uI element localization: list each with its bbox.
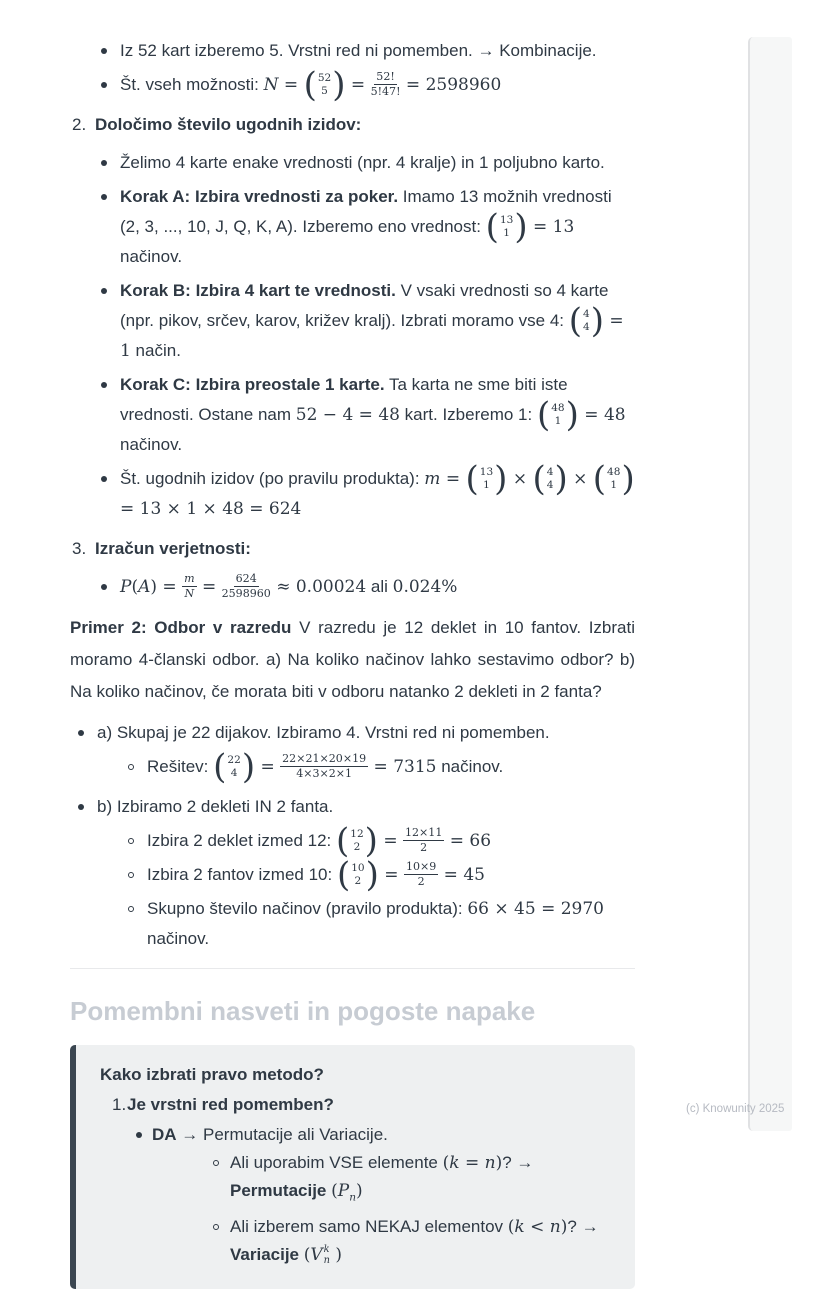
bullet-icon xyxy=(101,160,107,166)
numbered-item-text xyxy=(95,539,251,558)
bullet-icon xyxy=(101,288,107,294)
circle-bullet-icon xyxy=(128,838,134,844)
math-text: = xyxy=(459,1153,485,1173)
math-text: ( xyxy=(331,1181,338,1201)
bullet-icon xyxy=(136,1132,142,1138)
circle-bullet-icon xyxy=(213,1224,219,1230)
list-item xyxy=(70,718,635,787)
document-content xyxy=(70,36,635,1289)
math-text: = xyxy=(278,75,304,95)
math-text: 0.024% xyxy=(392,577,458,597)
bullet-list xyxy=(70,148,635,524)
watermark: (c) Knowunity 2025 xyxy=(686,1103,785,1115)
bullet-icon xyxy=(101,194,107,200)
math-text: × xyxy=(507,469,533,489)
math-text: = xyxy=(196,577,222,597)
list-item xyxy=(100,1121,611,1269)
bullet-icon xyxy=(101,82,107,88)
math-text: ) xyxy=(560,1217,568,1238)
list-item-text: Korak A: Izbira vrednosti za poker. Imamo 13 možnih vrednosti (2, 3, ..., 10, J, Q, K, A). Izberemo eno vrednost: ( 13 1 ) = 13 načinov. xyxy=(120,187,612,266)
list-item xyxy=(97,820,635,861)
math-text: ) xyxy=(330,1245,343,1266)
math-text: ( xyxy=(442,1153,450,1173)
math-variable: N xyxy=(263,75,279,95)
bold-text: DA xyxy=(152,1125,177,1144)
list-item-text: Skupno število načinov (pravilo produkta): 66 × 45 = 2970 načinov. xyxy=(147,899,604,948)
math-text: = 1 xyxy=(120,311,624,361)
bullet-icon xyxy=(101,584,107,590)
binomial-coefficient: ( 22 4 ) xyxy=(213,746,256,787)
bullet-icon xyxy=(101,382,107,388)
list-item xyxy=(97,746,635,787)
math-text: = xyxy=(345,75,371,95)
math-text: < xyxy=(524,1217,550,1238)
bold-text: Permutacije xyxy=(230,1181,327,1200)
math-text: = xyxy=(440,469,466,489)
bold-text: Korak B: Izbira 4 kart te vrednosti. xyxy=(120,281,396,300)
math-text: = 13 xyxy=(527,217,575,237)
list-item-text: Korak C: Izbira preostale 1 karte. Ta karta ne sme biti iste vrednosti. Ostane nam 52 − 4 = 48 kart. Izberemo 1: ( 48 1 ) = 48 načinov. xyxy=(120,375,626,454)
list-item-text: Ali izberem samo NEKAJ elementov (k < n)? → Variacije (V k n ) xyxy=(230,1217,599,1266)
math-text: 66 × 45 = 2970 xyxy=(467,899,604,919)
item-number: 2. xyxy=(72,115,87,134)
math-variable: k xyxy=(514,1217,525,1238)
binomial-coefficient: ( 48 1 ) xyxy=(536,394,579,435)
list-item xyxy=(70,792,635,954)
binomial-coefficient: ( 52 5 ) xyxy=(303,64,346,105)
bullet-list xyxy=(97,820,635,954)
circle-bullet-icon xyxy=(128,872,134,878)
math-text: = 48 xyxy=(578,405,626,425)
numbered-item xyxy=(70,534,635,564)
list-item xyxy=(70,458,635,524)
math-symbol-subscript: $P_n$ xyxy=(337,1181,357,1204)
list-item-text: Rešitev: ( 22 4 ) = $\frac{22\times 21\times 20\times 19}{4\times 3\times 2\times 1}$ = 7315 načinov. xyxy=(147,746,504,787)
numbered-item xyxy=(70,110,635,140)
list-item-text: DA → Permutacije ali Variacije. xyxy=(152,1125,388,1144)
document-blocks xyxy=(70,36,635,1289)
fraction: $\frac{22\times 21\times 20\times 19}{4\times 3\times 2\times 1}$ xyxy=(282,752,367,781)
bullet-icon xyxy=(78,730,84,736)
bold-text: Korak A: Izbira vrednosti za poker. xyxy=(120,187,399,206)
list-item xyxy=(70,182,635,272)
list-item-text: Št. ugodnih izidov (po pravilu produkta): m = ( 13 1 ) × ( 4 4 ) × ( 48 1 ) = 13 × 1 × 48 = 624 xyxy=(120,458,635,519)
bold-text: Je vrstni red pomemben? xyxy=(127,1095,334,1114)
binomial-coefficient: ( 48 1 ) xyxy=(592,458,635,499)
math-text: = xyxy=(377,831,403,851)
math-variable: n xyxy=(549,1217,561,1238)
bold-text: Primer 2: Odbor v razredu xyxy=(70,618,292,637)
list-item-text: Izbira 2 deklet izmed 12: ( 12 2 ) = $\frac{12\times 11}{2}$ = 66 xyxy=(147,820,492,861)
math-text: = 13 × 1 × 48 = 624 xyxy=(120,499,302,519)
bullet-list xyxy=(70,572,635,602)
math-variable: m xyxy=(424,469,441,489)
list-item-text: Iz 52 kart izberemo 5. Vrstni red ni pomemben. → Kombinacije. xyxy=(120,41,597,60)
binomial-coefficient: ( 13 1 ) xyxy=(485,206,528,247)
bullet-icon xyxy=(101,48,107,54)
math-symbol-supersubscript: V k n xyxy=(310,1244,331,1266)
bold-text: Variacije xyxy=(230,1245,300,1265)
bold-text: Določimo število ugodnih izidov: xyxy=(95,115,362,134)
math-variable: n xyxy=(484,1153,496,1173)
fraction: $\frac{52!}{5!47!}$ xyxy=(370,70,401,99)
bullet-icon xyxy=(78,804,84,810)
math-text: 52 − 4 = 48 xyxy=(295,405,400,425)
math-text: ≈ 0.00024 xyxy=(270,577,367,597)
fraction: $\frac{624}{2598960}$ xyxy=(221,572,271,601)
list-item-text: P(A) = $\frac{m}{N}$ = $\frac{624}{2598960}$ ≈ 0.00024 ali 0.024% xyxy=(120,572,458,601)
math-text: ( xyxy=(303,1245,311,1266)
bullet-list xyxy=(70,36,635,105)
list-item-text: Želimo 4 karte enake vrednosti (npr. 4 kralje) in 1 poljubno karto. xyxy=(120,153,605,172)
math-text: ) = xyxy=(150,577,183,597)
list-item xyxy=(97,894,635,954)
list-item xyxy=(70,36,635,66)
binomial-coefficient: ( 13 1 ) xyxy=(465,458,508,499)
list-item xyxy=(70,64,635,105)
numbered-item xyxy=(100,1091,611,1119)
list-item xyxy=(97,854,635,895)
numbered-item-text xyxy=(127,1095,334,1114)
bullet-list xyxy=(97,746,635,787)
math-text: ) xyxy=(356,1181,363,1201)
math-text: = xyxy=(378,865,404,885)
binomial-coefficient: ( 10 2 ) xyxy=(336,854,379,895)
list-item xyxy=(152,1213,611,1269)
binomial-coefficient: ( 4 4 ) xyxy=(532,458,568,499)
numbered-item-text xyxy=(95,115,361,134)
list-item xyxy=(70,276,635,366)
list-item-text: a) Skupaj je 22 dijakov. Izbiramo 4. Vrstni red ni pomemben. xyxy=(97,723,550,742)
list-item xyxy=(70,370,635,460)
next-page-edge xyxy=(748,37,792,1131)
math-text: = 7315 xyxy=(368,757,437,777)
math-text: ( xyxy=(131,577,139,597)
math-text: × xyxy=(567,469,593,489)
paragraph: Primer 2: Odbor v razredu V razredu je 12 deklet in 10 fantov. Izbrati moramo 4-članski odbor. a) Na koliko načinov lahko sestavimo odbor? b) Na koliko načinov, če morata biti v odboru natanko 2 dekleti in 2 fanta? xyxy=(70,618,636,701)
list-item xyxy=(70,148,635,178)
math-variable: P xyxy=(120,577,132,597)
callout-box xyxy=(70,1045,635,1289)
fraction: $\frac{12\times 11}{2}$ xyxy=(404,826,443,855)
list-item xyxy=(152,1149,611,1211)
circle-bullet-icon xyxy=(128,764,134,770)
bullet-list xyxy=(100,1121,611,1269)
circle-bullet-icon xyxy=(213,1160,219,1166)
binomial-coefficient: ( 4 4 ) xyxy=(568,300,604,341)
list-item xyxy=(70,572,635,602)
math-text: = 66 xyxy=(444,831,492,851)
bold-text: Korak C: Izbira preostale 1 karte. xyxy=(120,375,385,394)
bold-text: Kako izbrati pravo metodo? xyxy=(100,1065,324,1084)
math-variable: A xyxy=(138,577,151,597)
fraction: $\frac{m}{N}$ xyxy=(184,572,195,601)
math-text: ) xyxy=(495,1153,503,1173)
math-text: = 2598960 xyxy=(400,75,502,95)
circle-bullet-icon xyxy=(128,906,134,912)
paragraph xyxy=(100,1061,611,1089)
bullet-list xyxy=(152,1149,611,1269)
section-heading: Pomembni nasveti in pogoste napake xyxy=(70,996,536,1026)
section-divider xyxy=(70,968,635,969)
math-text: ( xyxy=(507,1217,515,1238)
fraction: $\frac{10\times 9}{2}$ xyxy=(405,860,437,889)
list-item-text: b) Izbiramo 2 dekleti IN 2 fanta. xyxy=(97,797,334,816)
math-variable: k xyxy=(449,1153,460,1173)
math-text: = 45 xyxy=(438,865,485,885)
item-number: 3. xyxy=(72,539,87,558)
math-text: = xyxy=(255,757,281,777)
list-item-text: Št. vseh možnosti: N = ( 52 5 ) = $\frac{52!}{5!47!}$ = 2598960 xyxy=(120,64,502,105)
item-number: 1. xyxy=(112,1095,127,1114)
bullet-icon xyxy=(101,476,107,482)
bullet-list xyxy=(70,718,635,954)
list-item-text: Ali uporabim VSE elemente (k = n)? → Permutacije $(P_n)$ xyxy=(230,1153,534,1204)
list-item-text: Izbira 2 fantov izmed 10: ( 10 2 ) = $\frac{10\times 9}{2}$ = 45 xyxy=(147,854,485,895)
list-item-text: Korak B: Izbira 4 kart te vrednosti. V vsaki vrednosti so 4 karte (npr. pikov, srčev, karov, križev kralj). Izbrati moramo vse 4: ( 4 4 ) = 1 način. xyxy=(120,281,624,361)
binomial-coefficient: ( 12 2 ) xyxy=(335,820,378,861)
bold-text: Izračun verjetnosti: xyxy=(95,539,251,558)
